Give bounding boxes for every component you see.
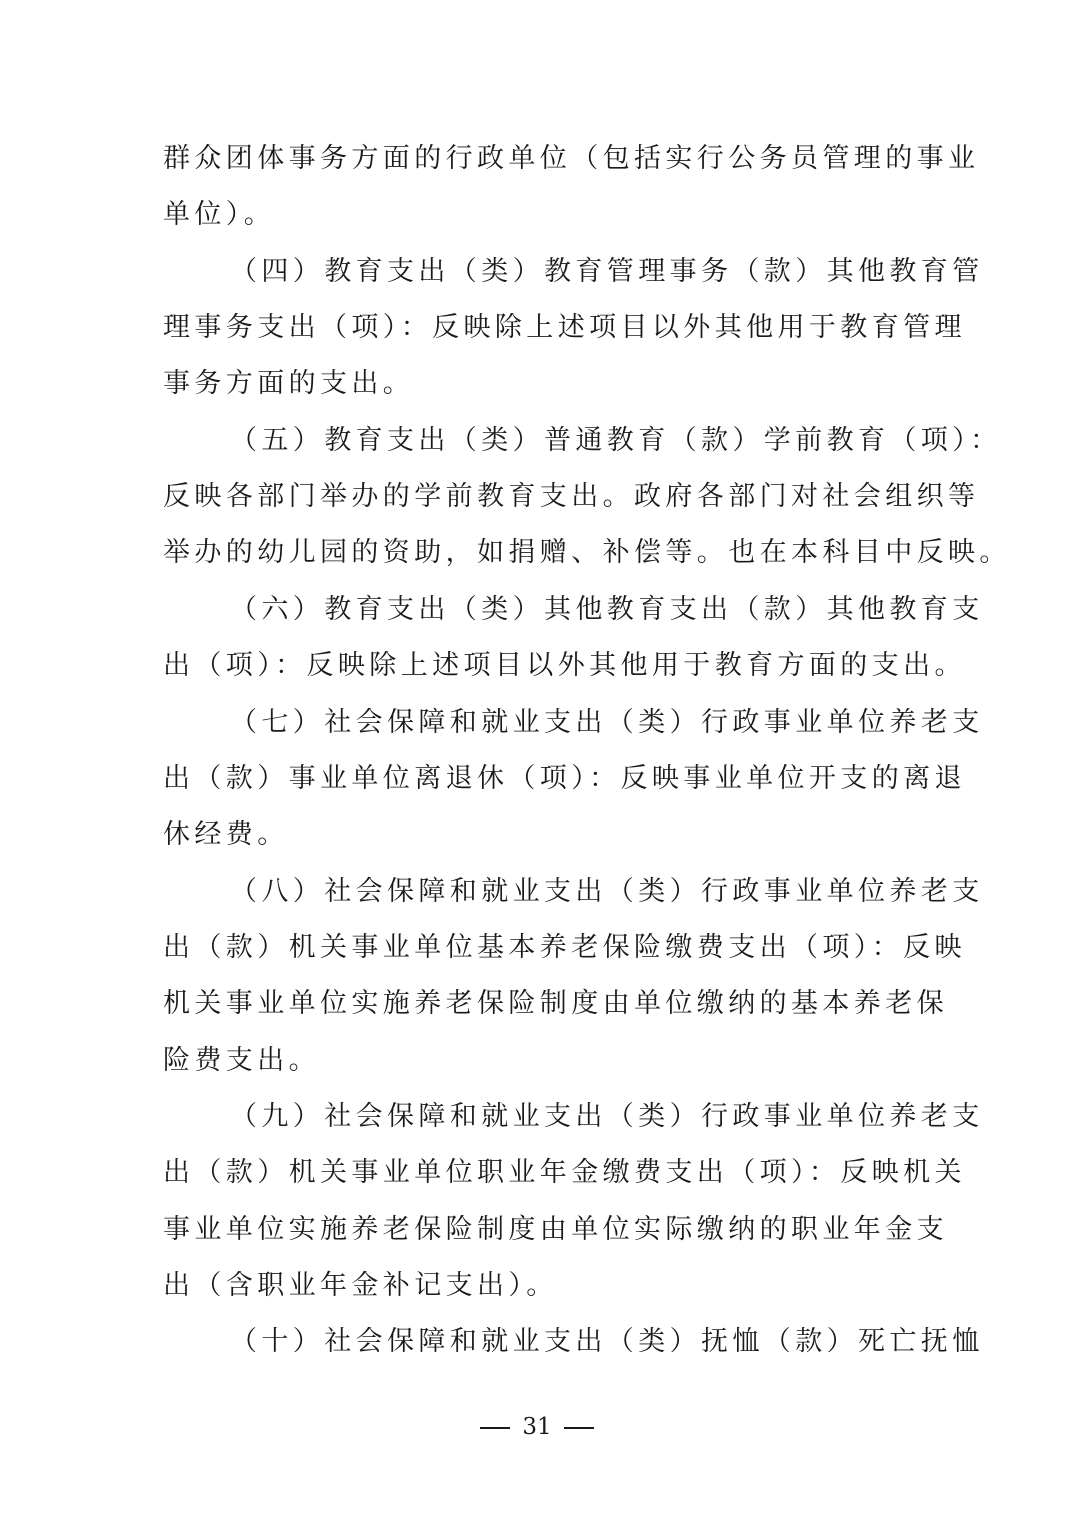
text-line: 单位）。 [163, 199, 276, 230]
paragraph-heading-6: （六）教育支出（类）其他教育支出（款）其他教育支 [230, 594, 984, 625]
text-line: 出（项）：反映除上述项目以外其他用于教育方面的支出。 [163, 650, 966, 681]
paragraph-heading-10: （十）社会保障和就业支出（类）抚恤（款）死亡抚恤 [230, 1326, 984, 1357]
text-line: 机关事业单位实施养老保险制度由单位缴纳的基本养老保 [163, 988, 948, 1019]
text-line: 险费支出。 [163, 1045, 320, 1076]
page-number [0, 1410, 1074, 1444]
text-line: 反映各部门举办的学前教育支出。政府各部门对社会组织等 [163, 481, 980, 512]
text-line: 出（款）机关事业单位职业年金缴费支出（项）：反映机关 [163, 1157, 966, 1188]
folio-dash-left [480, 1427, 510, 1429]
paragraph-heading-8: （八）社会保障和就业支出（类）行政事业单位养老支 [230, 876, 984, 907]
paragraph-heading-9: （九）社会保障和就业支出（类）行政事业单位养老支 [230, 1101, 984, 1132]
text-line: 举办的幼儿园的资助，如捐赠、补偿等。也在本科目中反映。 [163, 537, 1011, 568]
text-line: 出（含职业年金补记支出）。 [163, 1270, 558, 1301]
folio-dash-right [564, 1427, 594, 1429]
paragraph-heading-4: （四）教育支出（类）教育管理事务（款）其他教育管 [230, 256, 984, 287]
text-line: 出（款）机关事业单位基本养老保险缴费支出（项）：反映 [163, 932, 966, 963]
text-line: 休经费。 [163, 819, 289, 850]
text-line: 事业单位实施养老保险制度由单位实际缴纳的职业年金支 [163, 1214, 948, 1245]
text-line: 事务方面的支出。 [163, 368, 415, 399]
paragraph-heading-7: （七）社会保障和就业支出（类）行政事业单位养老支 [230, 707, 984, 738]
paragraph-heading-5: （五）教育支出（类）普通教育（款）学前教育（项）： [230, 425, 1002, 456]
text-line: 理事务支出（项）：反映除上述项目以外其他用于教育管理 [163, 312, 966, 343]
text-line: 群众团体事务方面的行政单位（包括实行公务员管理的事业 [163, 143, 980, 174]
page-number-value: 31 [522, 1414, 552, 1440]
text-line: 出（款）事业单位离退休（项）：反映事业单位开支的离退 [163, 763, 966, 794]
